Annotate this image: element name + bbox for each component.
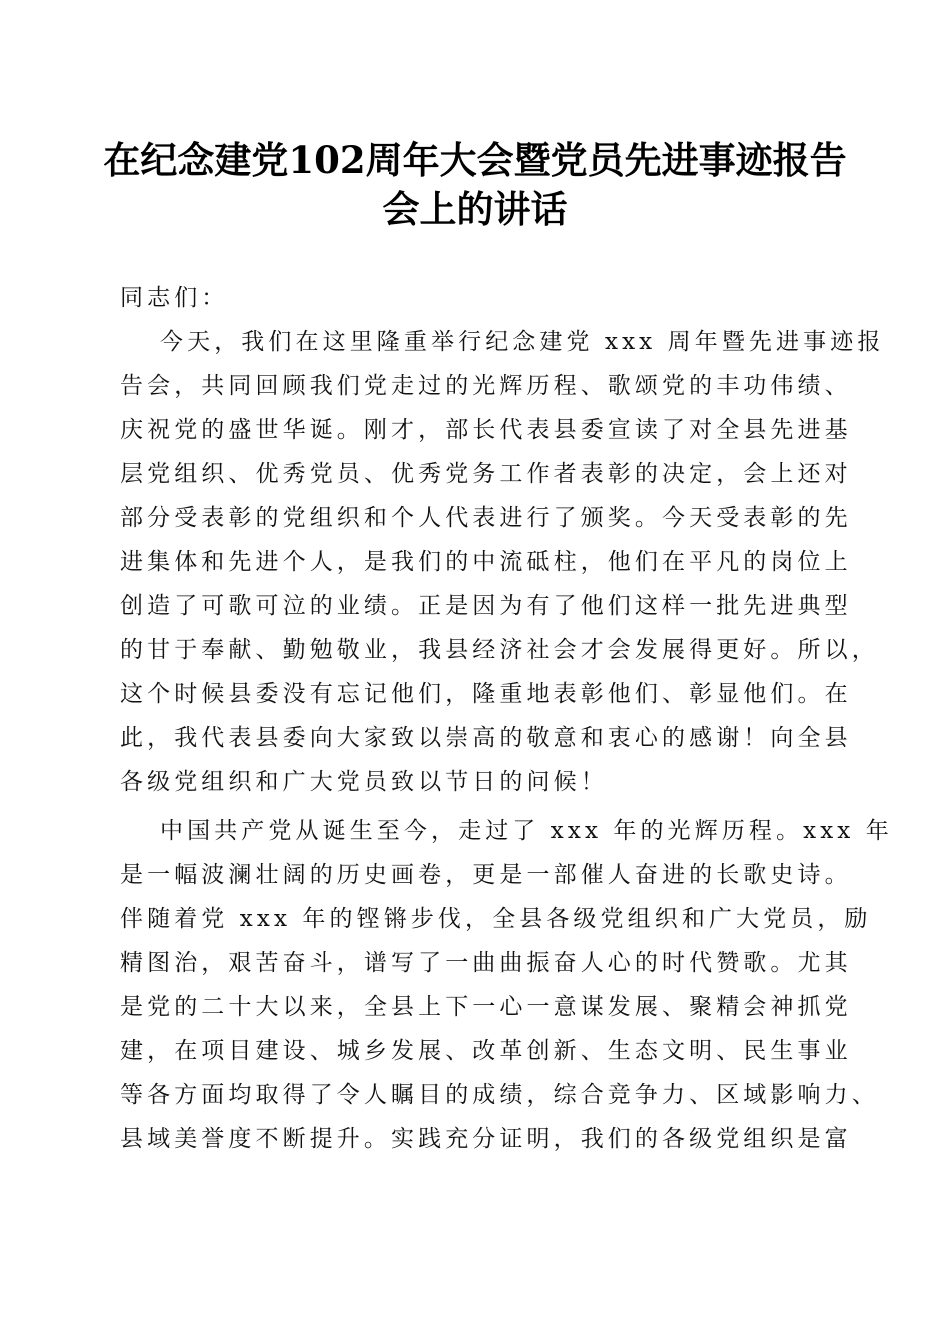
- paragraph-1-line: 此，我代表县委向大家致以崇高的敬意和衷心的感谢！向全县: [120, 725, 852, 751]
- document-title-line-2: 会上的讲话: [382, 187, 568, 231]
- paragraph-2-line: 中国共产党从诞生至今，走过了 xxx 年的光辉历程。xxx 年: [160, 818, 893, 844]
- paragraph-2-line: 是一幅波澜壮阔的历史画卷，更是一部催人奋进的长歌史诗。: [120, 862, 852, 888]
- paragraph-1-line: 部分受表彰的党组织和个人代表进行了颁奖。今天受表彰的先: [120, 505, 852, 531]
- paragraph-1-line: 层党组织、优秀党员、优秀党务工作者表彰的决定，会上还对: [120, 461, 852, 487]
- paragraph-1-line: 告会，共同回顾我们党走过的光辉历程、歌颂党的丰功伟绩、: [120, 373, 852, 399]
- paragraph-1-line: 今天，我们在这里隆重举行纪念建党 xxx 周年暨先进事迹报: [160, 329, 885, 355]
- paragraph-2-line: 是党的二十大以来，全县上下一心一意谋发展、聚精会神抓党: [120, 994, 852, 1020]
- paragraph-2-line: 精图治，艰苦奋斗，谱写了一曲曲振奋人心的时代赞歌。尤其: [120, 950, 852, 976]
- paragraph-1-line: 创造了可歌可泣的业绩。正是因为有了他们这样一批先进典型: [120, 593, 852, 619]
- paragraph-1-line: 的甘于奉献、勤勉敬业，我县经济社会才会发展得更好。所以，: [120, 637, 879, 663]
- paragraph-1-line: 这个时候县委没有忘记他们，隆重地表彰他们、彰显他们。在: [120, 681, 852, 707]
- paragraph-1-line: 庆祝党的盛世华诞。刚才，部长代表县委宣读了对全县先进基: [120, 417, 852, 443]
- salutation: 同志们：: [120, 285, 229, 311]
- paragraph-1-line: 各级党组织和广大党员致以节日的问候！: [120, 769, 608, 795]
- paragraph-2-line: 县域美誉度不断提升。实践充分证明，我们的各级党组织是富: [120, 1126, 852, 1152]
- document-title-line-1: 在纪念建党102周年大会暨党员先进事迹报告: [103, 138, 847, 182]
- paragraph-2-line: 伴随着党 xxx 年的铿锵步伐，全县各级党组织和广大党员，励: [120, 906, 872, 932]
- paragraph-2-line: 等各方面均取得了令人瞩目的成绩，综合竞争力、区域影响力、: [120, 1082, 879, 1108]
- paragraph-2-line: 建，在项目建设、城乡发展、改革创新、生态文明、民生事业: [120, 1038, 852, 1064]
- paragraph-1-line: 进集体和先进个人，是我们的中流砥柱，他们在平凡的岗位上: [120, 549, 852, 575]
